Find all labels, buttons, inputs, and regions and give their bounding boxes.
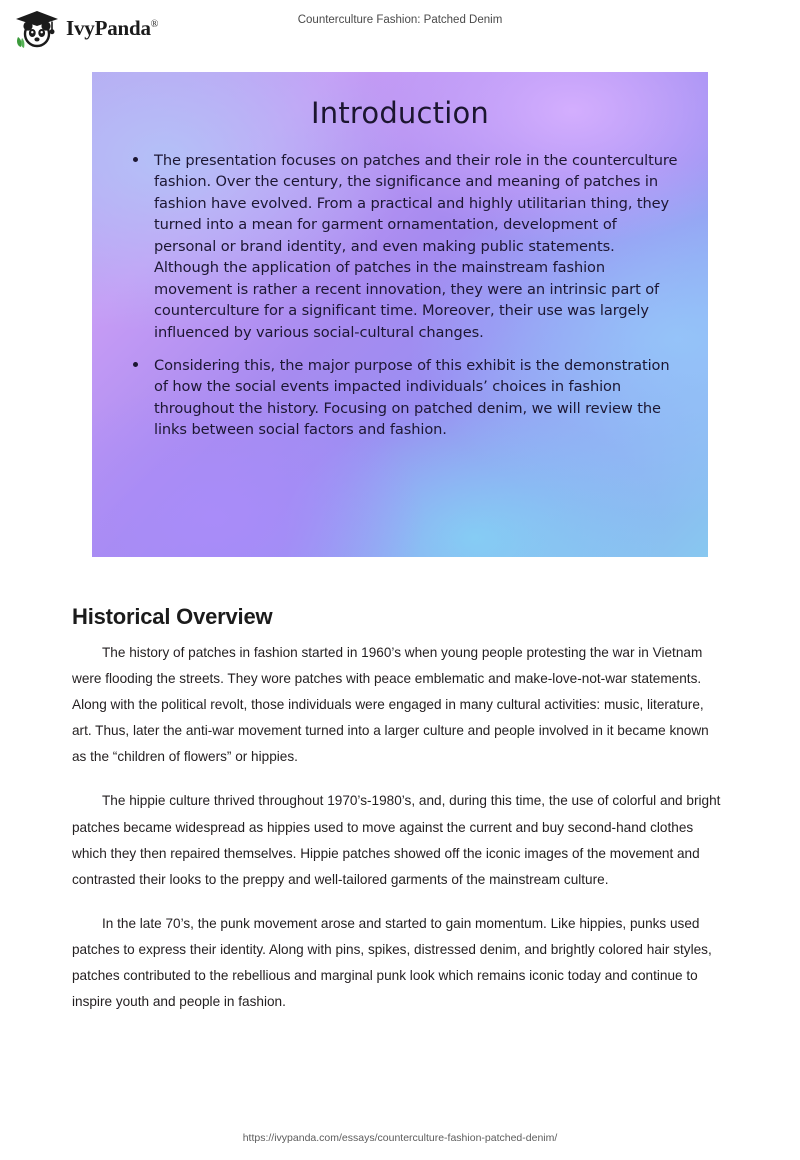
document-title: Counterculture Fashion: Patched Denim xyxy=(297,14,503,26)
brand-name-text: IvyPanda xyxy=(66,15,151,40)
body-copy xyxy=(72,640,722,1033)
page-header xyxy=(0,0,800,56)
footer-source-url[interactable]: https://ivypanda.com/essays/counterculture-fashion-patched-denim/ xyxy=(242,1132,558,1144)
presentation-slide xyxy=(92,72,708,557)
section-heading: Historical Overview xyxy=(72,604,273,630)
registered-mark: ® xyxy=(150,18,159,30)
bullet-text: Considering this, the major purpose of this exhibit is the demonstration of how the social events impacted individuals’ choices in fashion throughout the history. Focusing on patched denim, we will review the links between social factors and fashion. xyxy=(154,356,670,439)
paragraph: The history of patches in fashion started in 1960’s when young people protesting the war in Vietnam were flooding the streets. They wore patches with peace emblematic and make-love-not-war statements. Along with the political revolt, those individuals were engaged in many cultural activities: music, literature, art. Thus, later the anti-war movement turned into a larger culture and people involved in it became known as the “children of flowers” or hippies. xyxy=(72,645,709,765)
slide-bullet-list xyxy=(124,150,682,441)
list-item xyxy=(124,355,682,441)
paragraph: The hippie culture thrived throughout 1970’s-1980’s, and, during this time, the use of colorful and bright patches became widespread as hippies used to move against the current and buy second-hand clothes which they then repaired themselves. Hippie patches showed off the iconic images of the movement and contrasted their looks to the preppy and well-tailored garments of the mainstream culture. xyxy=(72,793,721,887)
bullet-text: The presentation focuses on patches and their role in the counterculture fashion. Over the century, the significance and meaning of patches in fashion have evolved. From a practical and highly utilitarian thing, they turned into a mean for garment ornamentation, development of personal or brand identity, and even making public statements. Although the application of patches in the mainstream fashion movement is rather a recent innovation, they were an intrinsic part of counterculture for a significant time. Moreover, their use was largely influenced by various social-cultural changes. xyxy=(154,152,678,341)
bullet-dot-icon xyxy=(133,157,138,162)
slide-title: Introduction xyxy=(310,96,489,130)
bullet-dot-icon xyxy=(133,362,138,367)
paragraph: In the late 70’s, the punk movement arose and started to gain momentum. Like hippies, punks used patches to express their identity. Along with pins, spikes, distressed denim, and brightly colored hair styles, patches contributed to the rebellious and marginal punk look which remains iconic today and continue to inspire youth and people in fashion. xyxy=(72,915,712,1010)
list-item xyxy=(124,150,682,343)
